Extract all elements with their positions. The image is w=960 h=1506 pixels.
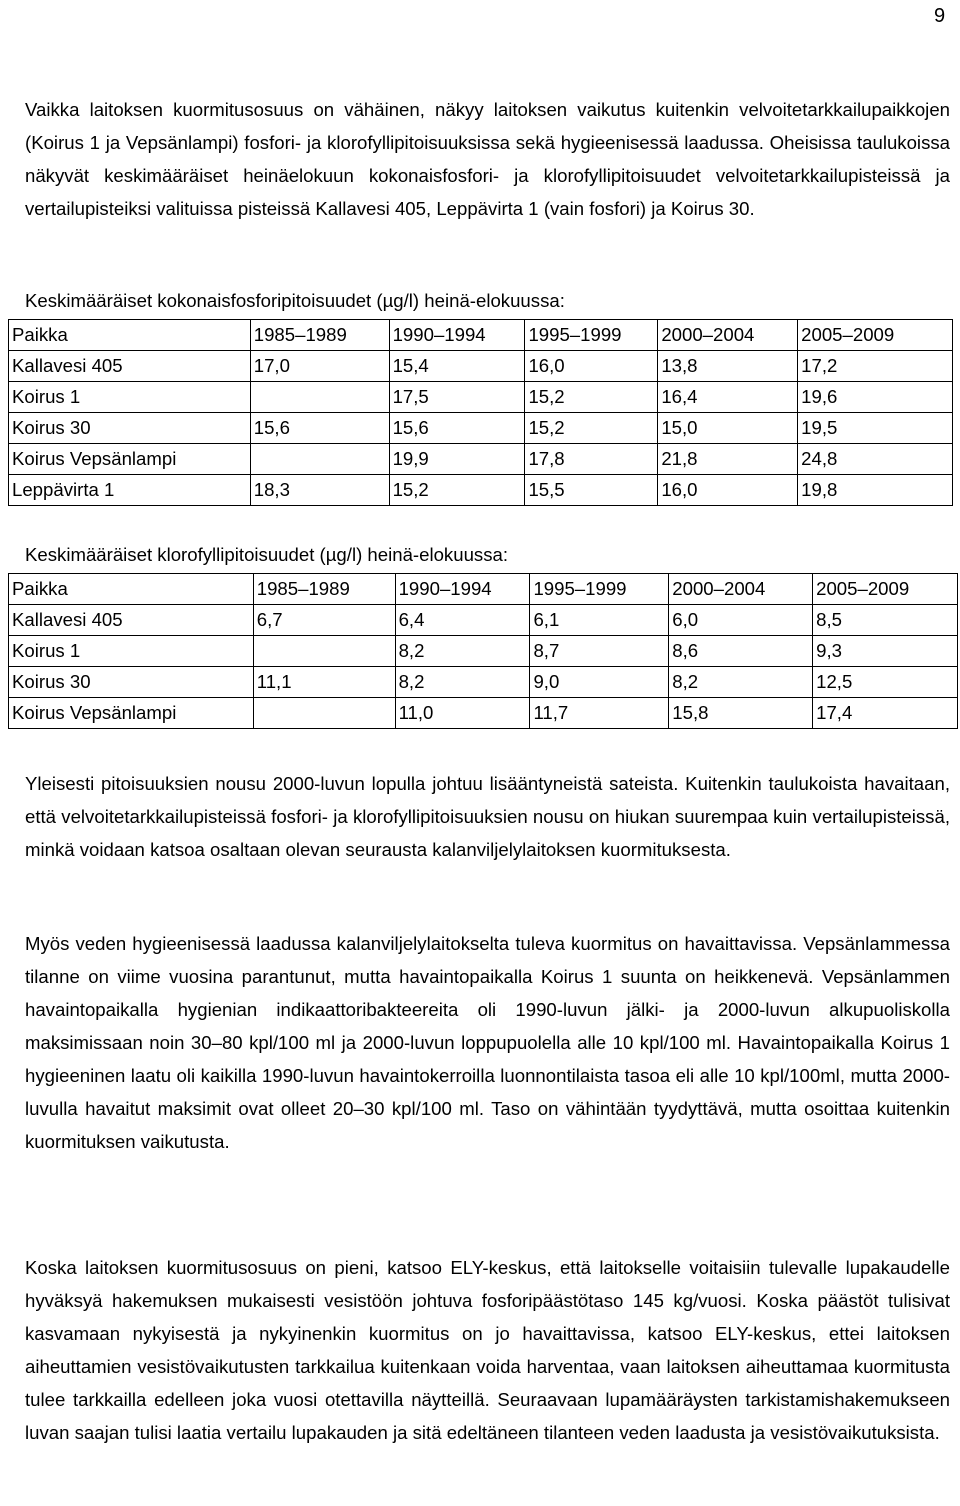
value-cell: 9,3 [813,636,958,667]
value-cell [250,444,389,475]
chlorophyll-table [8,573,958,729]
value-cell: 19,5 [798,413,953,444]
value-cell: 19,9 [389,444,525,475]
value-cell: 17,0 [250,351,389,382]
header-cell: 2000–2004 [669,574,813,605]
value-cell: 15,5 [525,475,658,506]
value-cell: 8,7 [530,636,669,667]
site-name-cell: Kallavesi 405 [9,351,251,382]
value-cell: 6,0 [669,605,813,636]
header-cell: 2000–2004 [658,320,798,351]
value-cell: 13,8 [658,351,798,382]
value-cell: 15,6 [250,413,389,444]
discussion-paragraph: Yleisesti pitoisuuksien nousu 2000-luvun lopulla johtuu lisääntyneistä sateista. Kuitenkin taulukoista havaitaan, että velvoitetarkkailupisteissä fosfori- ja klorofyllipitoisuuksien nousu on hiukan suurempaa kuin vertailupisteissä, minkä voidaan katsoa osaltaan olevan seurausta kalanviljelylaitoksen kuormituksesta. [25,773,950,860]
value-cell: 17,4 [813,698,958,729]
header-cell: 1995–1999 [525,320,658,351]
header-cell: 1990–1994 [389,320,525,351]
table-row [9,698,958,729]
table-row [9,351,953,382]
chlorophyll-table-caption: Keskimääräiset klorofyllipitoisuudet (µg/l) heinä-elokuussa: [25,544,509,565]
value-cell: 17,5 [389,382,525,413]
value-cell: 8,2 [395,667,530,698]
value-cell: 15,2 [389,475,525,506]
hygiene-paragraph: Myös veden hygieenisessä laadussa kalanviljelylaitokselta tuleva kuormitus on havaittavissa. Vepsänlammessa tilanne on viime vuosina parantunut, mutta havaintopaikalla Koirus 1 suunta on heikkenevä. Vepsänlammen havaintopaikalla hygienian indikaattoribakteereita oli 1990-luvun jälki- ja 2000-luvun alkupuoliskolla maksimissaan noin 30–80 kpl/100 ml ja 2000-luvun loppupuolella alle 10 kpl/100 ml. Havaintopaikalla Koirus 1 hygieeninen laatu oli kaikilla 1990-luvun havaintokerroilla luonnontilaista tasoa eli alle 10 kpl/100ml, mutta 2000-luvulla havaitut maksimit ovat olleet 20–30 kpl/100 ml. Taso on vähintään tyydyttävä, mutta osoittaa kuitenkin kuormituksen vaikutusta. [25,933,950,1152]
table-row [9,636,958,667]
header-cell: 1985–1989 [253,574,395,605]
value-cell: 11,0 [395,698,530,729]
value-cell: 9,0 [530,667,669,698]
site-name-cell: Kallavesi 405 [9,605,254,636]
value-cell: 8,5 [813,605,958,636]
value-cell: 12,5 [813,667,958,698]
value-cell: 18,3 [250,475,389,506]
value-cell: 24,8 [798,444,953,475]
value-cell: 16,0 [658,475,798,506]
header-cell: 2005–2009 [813,574,958,605]
value-cell: 8,2 [395,636,530,667]
value-cell: 6,4 [395,605,530,636]
table-row [9,444,953,475]
site-name-cell: Koirus 1 [9,636,254,667]
site-name-cell: Koirus Vepsänlampi [9,444,251,475]
table-row [9,382,953,413]
value-cell: 11,1 [253,667,395,698]
table-row [9,605,958,636]
value-cell: 19,6 [798,382,953,413]
site-name-cell: Koirus 1 [9,382,251,413]
value-cell: 8,2 [669,667,813,698]
value-cell: 6,7 [253,605,395,636]
value-cell: 8,6 [669,636,813,667]
value-cell: 17,2 [798,351,953,382]
table-row [9,667,958,698]
header-cell: 2005–2009 [798,320,953,351]
value-cell [250,382,389,413]
table-row [9,475,953,506]
table-header-row [9,320,953,351]
value-cell: 19,8 [798,475,953,506]
value-cell: 15,8 [669,698,813,729]
table-header-row [9,574,958,605]
value-cell: 15,6 [389,413,525,444]
intro-paragraph: Vaikka laitoksen kuormitusosuus on vähäinen, näkyy laitoksen vaikutus kuitenkin velvoitetarkkailupaikkojen (Koirus 1 ja Vepsänlampi) fosfori- ja klorofyllipitoisuuksissa sekä hygieenisessä laadussa. Oheisissa taulukoissa näkyvät keskimääräiset heinäelokuun kokonaisfosfori- ja klorofyllipitoisuudet velvoitetarkkailupisteissä ja vertailupisteiksi valituissa pisteissä Kallavesi 405, Leppävirta 1 (vain fosfori) ja Koirus 30. [25,99,950,219]
site-name-cell: Leppävirta 1 [9,475,251,506]
site-name-cell: Koirus 30 [9,667,254,698]
value-cell: 11,7 [530,698,669,729]
value-cell: 6,1 [530,605,669,636]
value-cell: 16,4 [658,382,798,413]
header-cell: 1995–1999 [530,574,669,605]
value-cell: 15,0 [658,413,798,444]
site-name-cell: Koirus Vepsänlampi [9,698,254,729]
value-cell: 21,8 [658,444,798,475]
conclusion-paragraph: Koska laitoksen kuormitusosuus on pieni, katsoo ELY-keskus, että laitokselle voitaisiin tulevalle lupakaudelle hyväksyä hakemuksen mukaisesti vesistöön johtuva fosforipäästötaso 145 kg/vuosi. Koska päästöt tulisivat kasvamaan nykyisestä ja nykyinenkin kuormitus on jo havaittavissa, katsoo ELY-keskus, ettei laitoksen aiheuttamien vesistövaikutusten tarkkailua kuitenkaan voida harventaa, vaan laitoksen aiheuttamaa kuormitusta tulee tarkkailla edelleen joka vuosi otettavilla näytteillä. Seuraavaan lupamääräysten tarkistamishakemukseen luvan saajan tulisi laatia vertailu lupakauden ja sitä edeltäneen tilanteen veden laadusta ja vesistövaikutuksista. [25,1257,950,1443]
page-number: 9 [934,5,946,27]
value-cell: 16,0 [525,351,658,382]
value-cell: 17,8 [525,444,658,475]
header-cell: Paikka [9,574,254,605]
header-cell: Paikka [9,320,251,351]
phosphorus-table [8,319,953,506]
value-cell: 15,2 [525,382,658,413]
header-cell: 1985–1989 [250,320,389,351]
value-cell [253,698,395,729]
table-row [9,413,953,444]
header-cell: 1990–1994 [395,574,530,605]
value-cell [253,636,395,667]
site-name-cell: Koirus 30 [9,413,251,444]
value-cell: 15,2 [525,413,658,444]
value-cell: 15,4 [389,351,525,382]
phosphorus-table-caption: Keskimääräiset kokonaisfosforipitoisuudet (µg/l) heinä-elokuussa: [25,290,565,311]
